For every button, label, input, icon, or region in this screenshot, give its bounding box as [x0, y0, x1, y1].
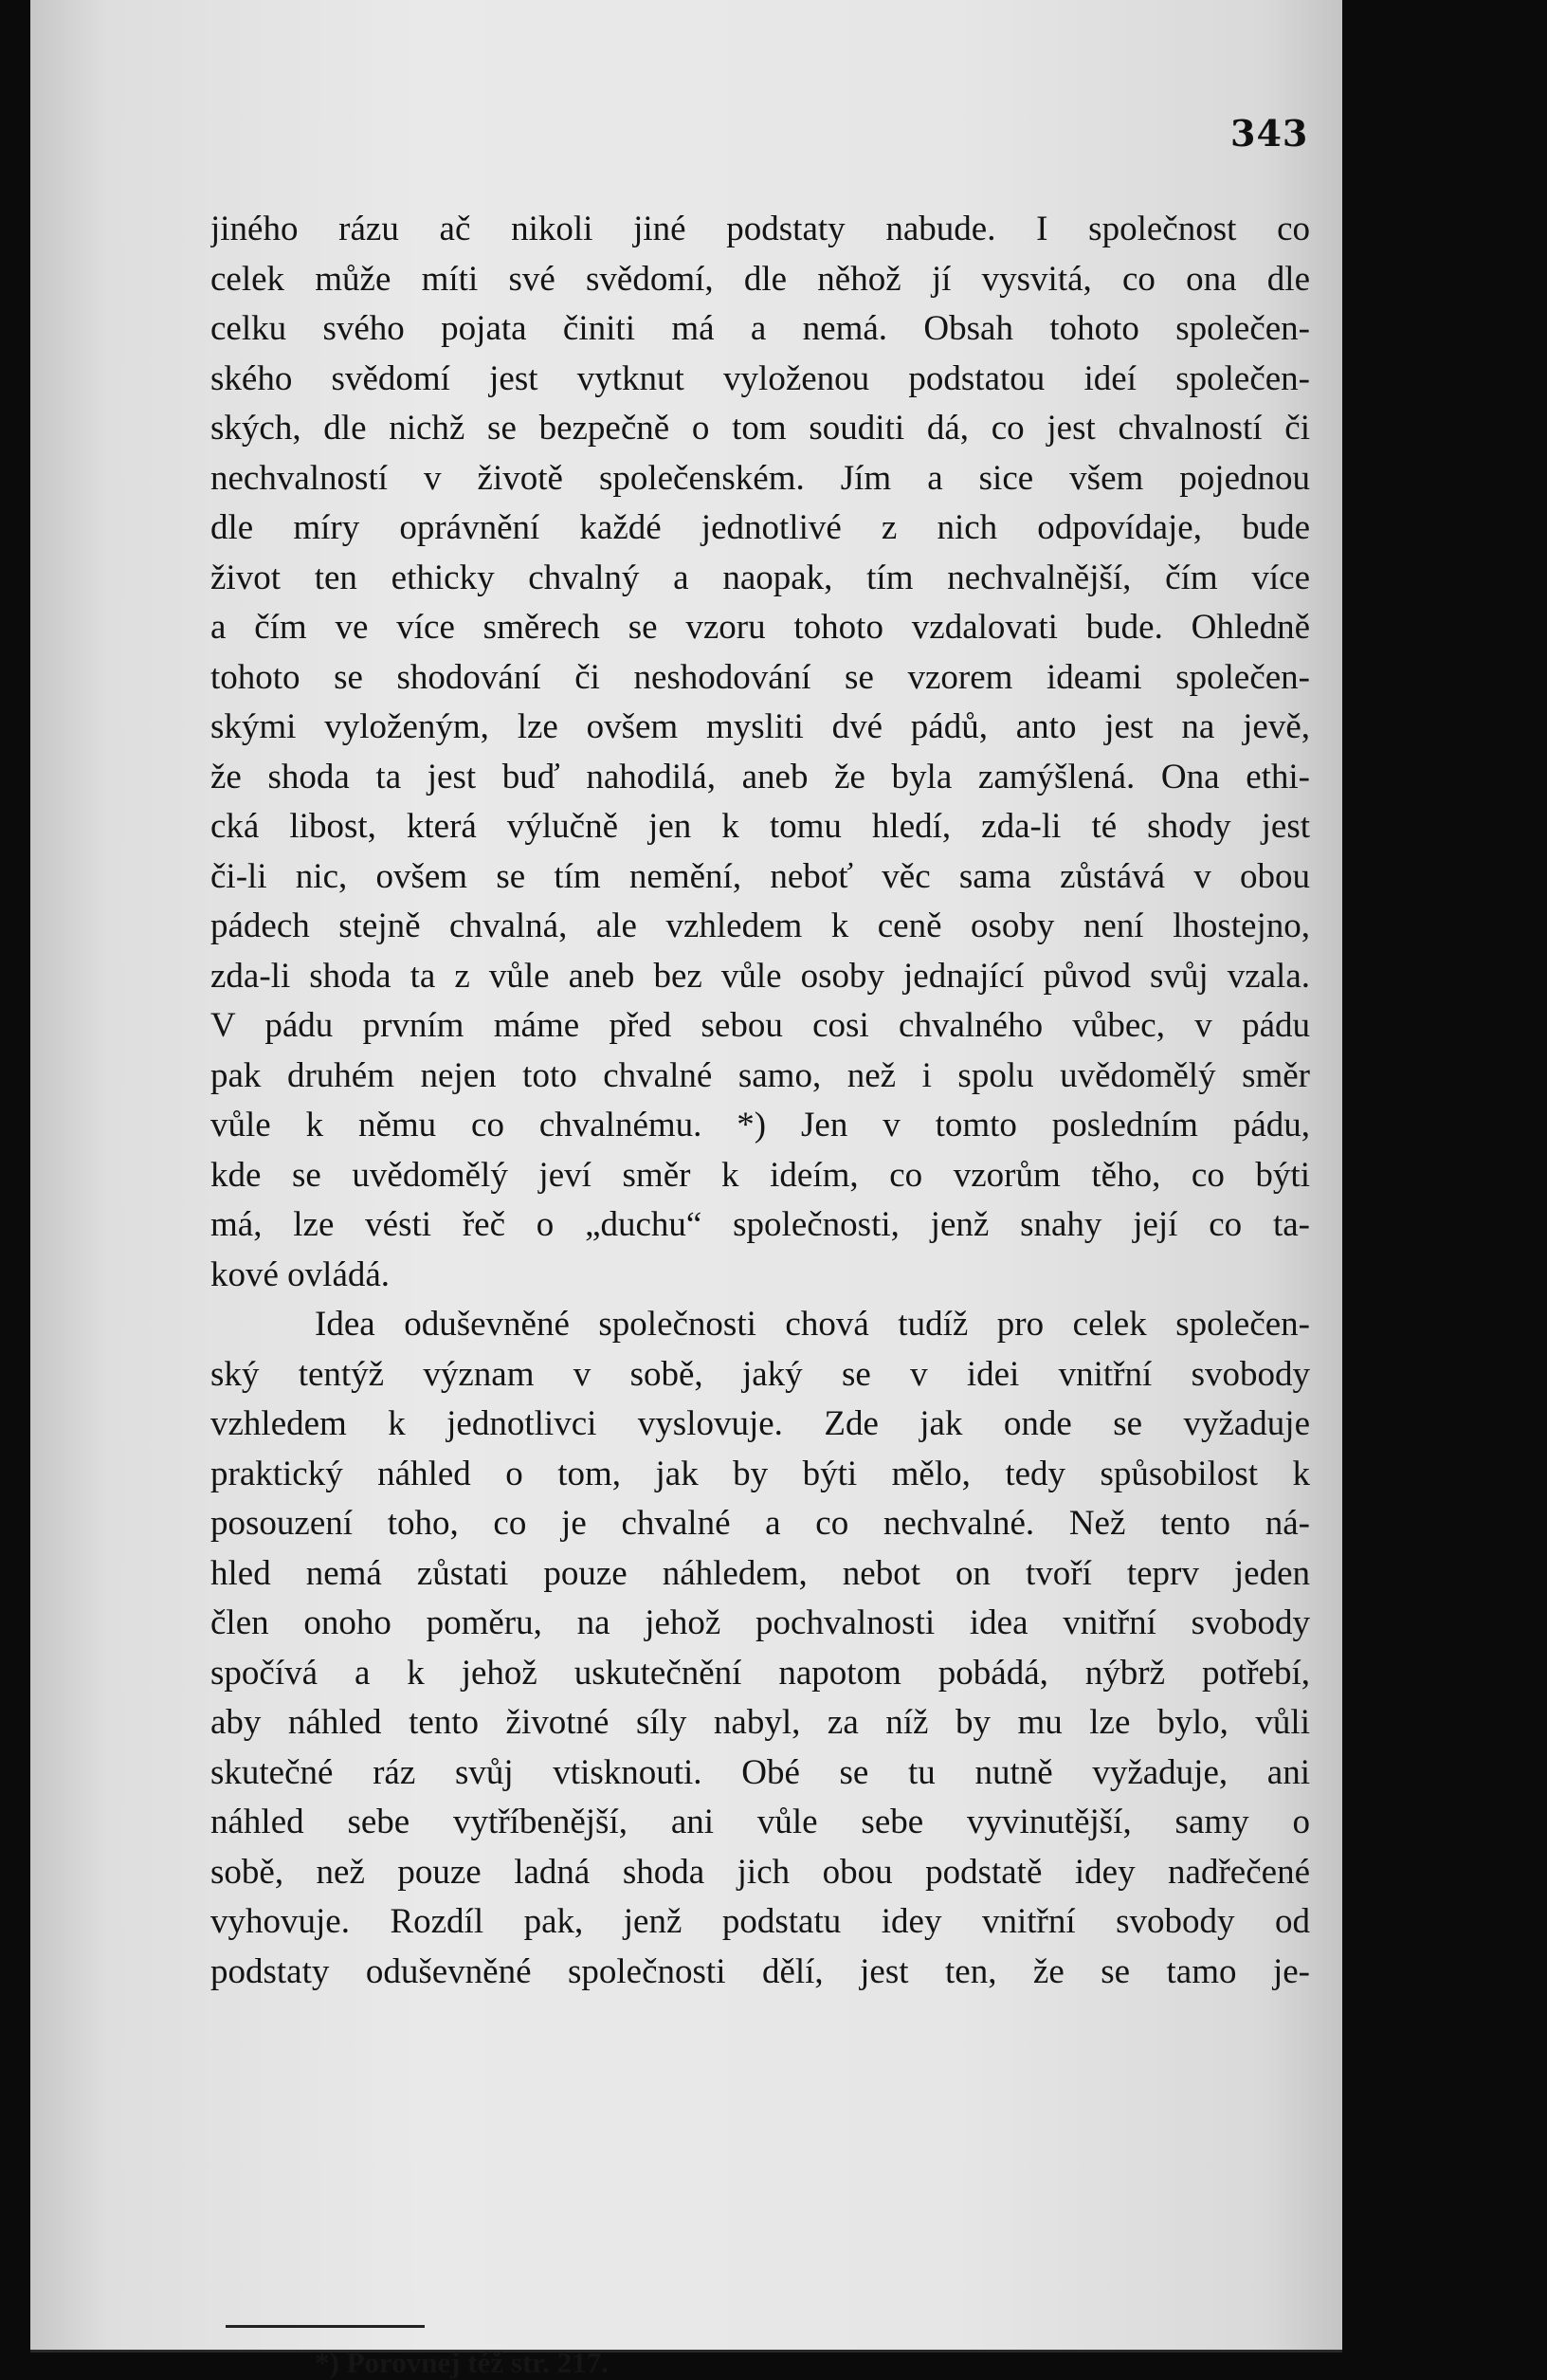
text-line: člen onoho poměru, na jehož pochvalnosti idea vnitřní svobody	[210, 1603, 1310, 1642]
text-line: V pádu prvním máme před sebou cosi chvalného vůbec, v pádu	[210, 1006, 1310, 1045]
book-page	[30, 0, 1342, 2379]
text-line: cká libost, která výlučně jen k tomu hledí, zda-li té shody jest	[210, 807, 1310, 846]
text-line: celku svého pojata činiti má a nemá. Obsah tohoto společen-	[210, 309, 1310, 348]
text-line: zda-li shoda ta z vůle aneb bez vůle osoby jednající původ svůj vzala.	[210, 956, 1310, 996]
body-text	[210, 205, 1310, 1997]
page-number: 343	[1230, 112, 1309, 155]
text-line: nechvalností v životě společenském. Jím a sice všem pojednou	[210, 458, 1310, 498]
text-line: praktický náhled o tom, jak by býti mělo, tedy spůsobilost k	[210, 1454, 1310, 1493]
text-line: že shoda ta jest buď nahodilá, aneb že byla zamýšlená. Ona ethi-	[210, 757, 1310, 796]
text-line: tohoto se shodování či neshodování se vzorem ideami společen-	[210, 657, 1310, 697]
text-line: ský tentýž význam v sobě, jaký se v idei vnitřní svobody	[210, 1354, 1310, 1394]
text-line: náhled sebe vytříbenější, ani vůle sebe vyvinutější, samy o	[210, 1803, 1310, 1841]
text-line: ského svědomí jest vytknut vyloženou podstatou ideí společen-	[210, 358, 1310, 398]
text-line: život ten ethicky chvalný a naopak, tím nechvalnější, čím více	[210, 558, 1310, 597]
text-line: kové ovládá.	[210, 1254, 391, 1294]
text-line: vzhledem k jednotlivci vyslovuje. Zde jak onde se vyžaduje	[210, 1404, 1310, 1443]
text-line: hled nemá zůstati pouze náhledem, nebot on tvoří teprv jeden	[210, 1553, 1310, 1593]
text-line: posouzení toho, co je chvalné a co nechvalné. Než tento ná-	[210, 1504, 1310, 1543]
text-line: vůle k němu co chvalnému. *) Jen v tomto posledním pádu,	[210, 1106, 1310, 1144]
text-line: či-li nic, ovšem se tím nemění, neboť věc sama zůstává v obou	[210, 856, 1310, 896]
text-line: skutečné ráz svůj vtisknouti. Obé se tu nutně vyžaduje, ani	[210, 1752, 1310, 1792]
footnote-divider	[226, 2325, 425, 2328]
text-line: Idea oduševněné společnosti chová tudíž pro celek společen-	[315, 1305, 1310, 1344]
text-line: spočívá a k jehož uskutečnění napotom pobádá, nýbrž potřebí,	[210, 1653, 1310, 1693]
text-line: dle míry oprávnění každé jednotlivé z nich odpovídaje, bude	[210, 508, 1310, 547]
text-line: jiného rázu ač nikoli jiné podstaty nabude. I společnost co	[210, 210, 1310, 248]
text-line: sobě, než pouze ladná shoda jich obou podstatě idey nadřečené	[210, 1852, 1310, 1892]
text-line: ských, dle nichž se bezpečně o tom souditi dá, co jest chvalností či	[210, 409, 1310, 448]
text-line: skými vyloženým, lze ovšem mysliti dvé pádů, anto jest na jevě,	[210, 707, 1310, 746]
text-line: a čím ve více směrech se vzoru tohoto vzdalovati bude. Ohledně	[210, 608, 1310, 647]
text-line: pádech stejně chvalná, ale vzhledem k ceně osoby není lhostejno,	[210, 906, 1310, 945]
text-line: vyhovuje. Rozdíl pak, jenž podstatu idey vnitřní svobody od	[210, 1902, 1310, 1941]
text-line: celek může míti své svědomí, dle něhož jí vysvitá, co ona dle	[210, 259, 1310, 299]
text-line: kde se uvědomělý jeví směr k ideím, co vzorům těho, co býti	[210, 1155, 1310, 1195]
footnote: *) Porovnej též str. 217.	[315, 2346, 609, 2379]
text-line: podstaty oduševněné společnosti dělí, jest ten, že se tamo je-	[210, 1951, 1310, 1991]
text-line: aby náhled tento životné síly nabyl, za níž by mu lze bylo, vůli	[210, 1703, 1310, 1742]
text-line: má, lze vésti řeč o „duchu“ společnosti, jenž snahy její co ta-	[210, 1205, 1310, 1244]
text-line: pak druhém nejen toto chvalné samo, než i spolu uvědomělý směr	[210, 1055, 1310, 1095]
